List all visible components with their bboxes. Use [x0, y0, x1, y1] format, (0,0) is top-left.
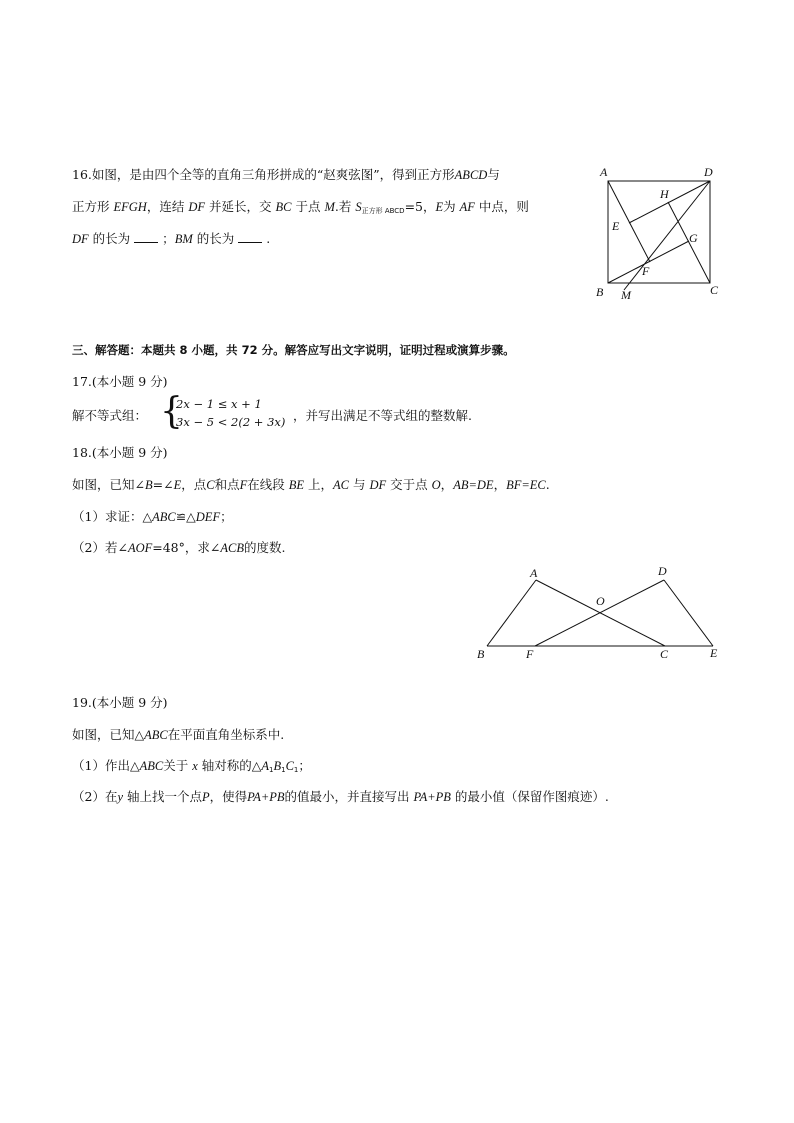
q19-text: 轴对称的△	[201, 758, 262, 773]
q19-text: 轴上找一个点	[127, 789, 203, 804]
q18-text: ；	[220, 509, 233, 524]
q18-part1	[72, 508, 233, 526]
answer-blank-1	[134, 230, 158, 243]
q18-title: 18.(本小题 9 分)	[72, 445, 168, 460]
q18-var: B	[144, 478, 153, 492]
label-B: B	[596, 285, 604, 299]
q17-inequality-2: 3x − 5 < 2(2 + 3x)	[176, 415, 286, 429]
label-M: M	[621, 288, 631, 302]
q16-subscript: 正方形 ABCD	[361, 207, 405, 215]
q18-var: F	[239, 478, 248, 492]
q16-text: 中点，则	[478, 199, 529, 214]
segment-ab	[487, 580, 536, 646]
q18-var: AOF	[127, 541, 153, 555]
q19-var: ABC	[139, 759, 164, 773]
q19-var: y	[117, 790, 124, 804]
answer-blank-2	[238, 230, 262, 243]
label-A: A	[600, 165, 608, 179]
q16-var: ABCD	[454, 168, 488, 182]
label-E: E	[710, 646, 718, 660]
q17-title: 17.(本小题 9 分)	[72, 374, 168, 389]
q18-var: DEF	[195, 510, 221, 524]
label-D: D	[704, 165, 713, 179]
q19-var: A	[261, 759, 269, 773]
q16-text: =5，	[404, 199, 436, 214]
q19-text: ，使得	[209, 789, 248, 804]
q18-text: 和点	[214, 477, 240, 492]
q16-var: AF	[459, 200, 475, 214]
q17-suffix: ，并写出满足不等式组的整数解.	[293, 408, 472, 423]
q16-line3	[72, 230, 270, 248]
label-G: G	[689, 231, 698, 245]
q19-text: ；	[298, 758, 311, 773]
label-E: E	[612, 219, 620, 233]
q19-subscript: 1	[281, 766, 286, 774]
heading-count: 8	[179, 343, 188, 357]
label-F: F	[526, 647, 534, 661]
q18-text: （1）求证：△	[72, 509, 153, 524]
q18-text: =∠	[152, 477, 174, 492]
q16-text: .	[266, 231, 271, 246]
q18-var: O	[431, 478, 441, 492]
q16-text: 16.如图，是由四个全等的直角三角形拼成的“赵爽弦图”，得到正方形	[72, 167, 455, 182]
q19-var: B	[273, 759, 282, 773]
q16-var: BM	[174, 232, 193, 246]
q18-var: AB=DE	[453, 478, 494, 492]
q19-var: ABC	[144, 728, 168, 742]
q19-text: 如图，已知△	[72, 727, 145, 742]
q16-text: .若	[334, 199, 352, 214]
label-F: F	[642, 264, 650, 278]
q16-var: EFGH	[113, 200, 147, 214]
q17-prefix: 解不等式组：	[72, 408, 148, 423]
q19-var: x	[192, 759, 198, 773]
q18-text: 如图，已知∠	[72, 477, 145, 492]
q16-text: 与	[487, 167, 500, 182]
q18-text: 与	[352, 477, 366, 492]
q16-zhao-shuang-figure	[594, 162, 728, 304]
q16-text: 为	[443, 199, 456, 214]
q19-text: （1）作出△	[72, 758, 140, 773]
q16-var: DF	[188, 200, 205, 214]
q17-inequality-system	[160, 391, 300, 432]
q19-title: 19.(本小题 9 分)	[72, 695, 168, 710]
q18-text: 在线段	[247, 477, 285, 492]
q18-var: C	[206, 478, 215, 492]
q16-var: BC	[275, 200, 292, 214]
q18-text: 的度数.	[243, 540, 286, 555]
q19-text: 的最小值（保留作图痕迹）.	[454, 789, 609, 804]
q18-var: ABC	[152, 510, 176, 524]
q16-var: DF	[72, 232, 89, 246]
label-D: D	[658, 564, 667, 578]
label-O: O	[596, 594, 605, 608]
q18-part2	[72, 539, 285, 557]
heading-text: 分。解答应写出文字说明，证明过程或演算步骤。	[261, 343, 515, 357]
q16-var: E	[435, 200, 444, 214]
section3-heading	[72, 341, 515, 359]
q18-text: ≌△	[175, 509, 196, 524]
label-H: H	[660, 187, 669, 201]
q19-text: （2）在	[72, 789, 118, 804]
q16-text: ，连结	[146, 199, 185, 214]
q18-text: ，	[440, 477, 454, 492]
q19-var: PA+PB	[413, 790, 451, 804]
q18-var: BF=EC	[506, 478, 546, 492]
q18-triangles-figure	[470, 560, 730, 665]
q16-text: 的长为	[196, 231, 235, 246]
q16-var: S	[355, 200, 362, 214]
q16-var: M	[324, 200, 335, 214]
q18-stem	[72, 476, 550, 494]
q18-text: 上，	[308, 477, 334, 492]
q18-text: ，	[493, 477, 507, 492]
q16-line1	[72, 166, 500, 184]
q19-var: C	[285, 759, 294, 773]
q18-text: ，点	[181, 477, 207, 492]
q19-text: 关于	[163, 758, 189, 773]
heading-text: 三、解答题：本题共	[72, 343, 176, 357]
q18-var: AC	[333, 478, 349, 492]
label-C: C	[660, 647, 669, 661]
label-A: A	[530, 566, 538, 580]
q19-subscript: 1	[293, 766, 299, 774]
label-C: C	[710, 283, 719, 297]
q18-var: ACB	[220, 541, 244, 555]
q17-inequality-1: 2x − 1 ≤ x + 1	[176, 397, 262, 411]
q16-text: ；	[162, 231, 175, 246]
q18-var: DF	[369, 478, 387, 492]
q19-var: P	[202, 790, 210, 804]
q18-text: （2）若∠	[72, 540, 128, 555]
q18-var: E	[173, 478, 182, 492]
q16-line2	[72, 198, 529, 220]
q19-var: PA+PB	[247, 790, 285, 804]
q19-stem	[72, 726, 284, 744]
label-B: B	[477, 647, 485, 661]
q16-text: 并延长，交	[208, 199, 272, 214]
q19-text: 的值最小，并直接写出	[284, 789, 410, 804]
q19-part1	[72, 757, 311, 779]
q18-var: BE	[288, 478, 305, 492]
q19-subscript: 1	[269, 766, 274, 774]
q18-text: 交于点	[390, 477, 428, 492]
segment-dh	[629, 181, 710, 223]
segment-de	[664, 580, 713, 646]
q18-text: .	[545, 477, 550, 492]
q18-text: =48°，求∠	[152, 540, 221, 555]
q16-text: 正方形	[72, 199, 110, 214]
heading-score: 72	[241, 343, 258, 357]
q16-text: 的长为	[92, 231, 131, 246]
q19-part2	[72, 788, 609, 806]
brace-icon: {	[160, 391, 183, 432]
q19-text: 在平面直角坐标系中.	[167, 727, 285, 742]
heading-text: 小题，共	[191, 343, 238, 357]
q16-text: 于点	[295, 199, 321, 214]
